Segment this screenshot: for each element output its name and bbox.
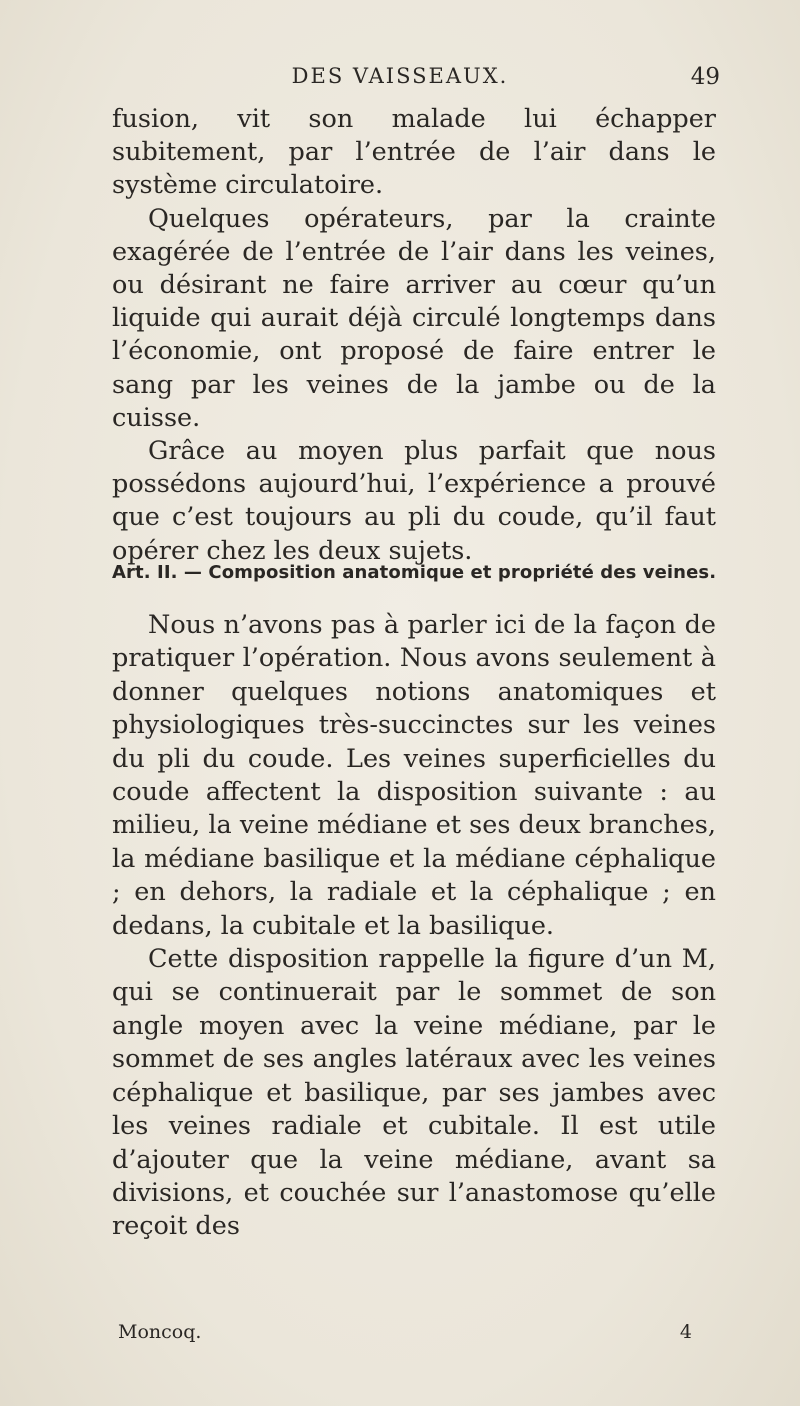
page-number: 49 — [690, 64, 720, 90]
signature-number: 4 — [679, 1321, 692, 1343]
article-heading: Art. II. — Composition anatomique et propriété des veines. — [112, 562, 717, 583]
page-header — [0, 64, 800, 98]
paragraph: Grâce au moyen plus parfait que nous possédons aujourd’hui, l’expérience a prouvé que c’est toujours au pli du coude, qu’il faut opérer chez les deux sujets. — [112, 436, 716, 566]
page-footer — [112, 1321, 716, 1347]
paragraph: Nous n’avons pas à parler ici de la façon de pratiquer l’opération. Nous avons seulement à donner quelques notions anatomiques et physiologiques très-succinctes sur les veines du pli du coude. Les veines superficielles du coude affectent la disposition suivante : au milieu, la veine médiane et ses deux branches, la médiane basilique et la médiane céphalique ; en dehors, la radiale et la céphalique ; en dedans, la cubitale et la basilique. — [112, 610, 716, 941]
paragraph: fusion, vit son malade lui échapper subitement, par l’entrée de l’air dans le système circulatoire. — [112, 104, 716, 201]
running-title: DES VAISSEAUX. — [291, 64, 509, 88]
body-text-top — [112, 103, 716, 568]
paragraph: Cette disposition rappelle la figure d’un M, qui se continuerait par le sommet de son angle moyen avec la veine médiane, par le sommet de ses angles latéraux avec les veines céphalique et basilique, par ses jambes avec les veines radiale et cubitale. Il est utile d’ajouter que la veine médiane, avant sa divisions, et couchée sur l’anastomose qu’elle reçoit des — [112, 944, 716, 1242]
paragraph: Quelques opérateurs, par la crainte exagérée de l’entrée de l’air dans les veines, ou désirant ne faire arriver au cœur qu’un liquide qui aurait déjà circulé longtemps dans l’économie, ont proposé de faire entrer le sang par les veines de la jambe ou de la cuisse. — [112, 203, 716, 433]
body-text-bottom — [112, 609, 716, 1244]
printer-signature: Moncoq. — [118, 1321, 202, 1343]
